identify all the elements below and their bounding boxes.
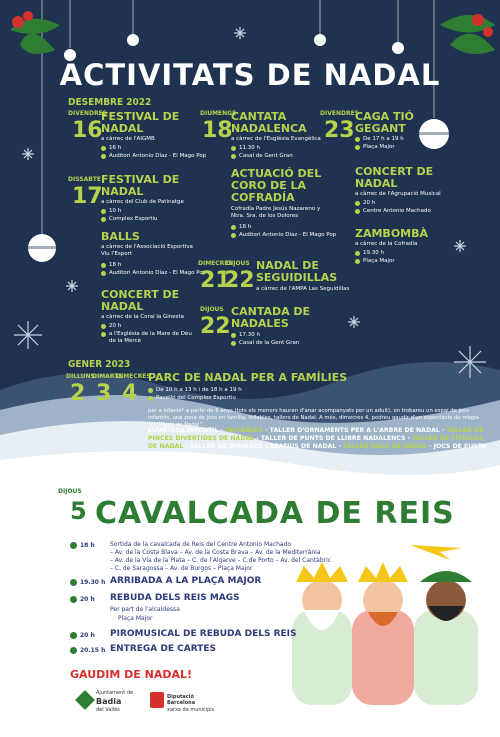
schedule-title: REBUDA DELS REIS MAGS	[110, 593, 240, 603]
event-time: 20 h	[355, 200, 375, 207]
activity-item: TALLER DE DIBUIXOS CREATIUS DE NADAL	[190, 443, 337, 450]
schedule-time: 20 h	[70, 596, 95, 603]
event-place: Auditori Antonio Díaz - El Mago Pop	[231, 232, 336, 239]
event-title: CONCERT DE NADAL	[355, 165, 434, 190]
schedule-time: 18 h	[70, 542, 95, 549]
logo-diputacio-name: Diputació Barcelona	[167, 694, 196, 706]
activity-item: TALLER DE TITELLES DE NADAL	[148, 435, 483, 450]
event-place: a l'Església de la Mare de Déu de la Mercè	[101, 331, 196, 345]
activity-item: TALLER DE PINCES DIVERTIDES DE NADAL	[148, 427, 484, 442]
event-organizer: a càrrec de l'Agrupació Musical	[355, 191, 441, 197]
event-place: Plaça Major	[355, 144, 395, 151]
event-organizer: a càrrec de l'AMPA Las Seguidillas	[256, 286, 350, 292]
day-number: 2	[70, 381, 86, 406]
event-title: NADAL DE SEGUIDILLAS	[256, 259, 338, 284]
event-organizer: a càrrec del Club de Patinatge	[101, 199, 184, 205]
day-number: 21	[200, 268, 231, 293]
day-number: 22	[224, 268, 255, 293]
event-title: FESTIVAL DE NADAL	[101, 173, 180, 198]
logo-badia-sub: del Vallès	[96, 707, 120, 713]
event-time: 17.30 h	[231, 332, 260, 339]
cavalcada-day-number: 5	[70, 497, 87, 525]
day-label: DISSABTE	[68, 176, 101, 183]
event-title: CAGA TIÓ GEGANT	[355, 110, 414, 135]
event-time: De 17 h a 19 h	[355, 136, 404, 143]
event-time: 10 h	[101, 208, 121, 215]
event-time: 18 h	[231, 224, 251, 231]
day-number: 18	[202, 118, 233, 143]
event-organizer: a càrrec de la Cofradía	[355, 241, 418, 247]
event-place: Pavelló del Complex Esportiu	[148, 395, 236, 402]
schedule-title: ARRIBADA A LA PLAÇA MAJOR	[110, 576, 262, 586]
cavalcada-day-label: DIJOUS	[58, 488, 82, 495]
park-description: per a infants* a partir de 6 anys (tots els menors hauran d'anar acompanyats per un adult), on trobareu un espai de jocs infantils, una zona de jocs en família, inflables, tallers de Nadal. A més, dimecres 4, podreu gaudir d'un espectacle de màgia "La Màgia de Nadal".	[148, 408, 479, 428]
event-organizer: a càrrec de l'AIGMB	[101, 136, 155, 142]
activity-item: INFLABLES	[225, 427, 263, 434]
event-title: CONCERT DE NADAL	[101, 288, 180, 313]
event-place: Casal de Gent Gran	[231, 153, 293, 160]
schedule-time: 20.15 h	[70, 647, 105, 654]
day-label: DIJOUS	[226, 260, 250, 267]
schedule-place: Plaça Major	[118, 615, 153, 622]
event-time: 11.30 h	[231, 145, 260, 152]
route-line: – Av. de la Vía de la Plata – C. de l'Algarve – C.de Porto – Av. del Cantàbric	[110, 557, 332, 564]
day-number: 3	[96, 381, 112, 406]
cavalcada-title: CAVALCADA DE REIS	[95, 496, 455, 531]
day-label: DIMARTS	[92, 373, 123, 380]
page-title: ACTIVITATS DE NADAL	[59, 58, 441, 92]
activity-item: TALLER D'ORNAMENTS PER A L'ARBRE DE NADAL	[269, 427, 440, 434]
activity-item: TALLER DOLÇ DE NADAL	[343, 443, 427, 450]
day-label: DIVENDRES	[68, 110, 107, 117]
schedule-time: 20 h	[70, 632, 95, 639]
event-title: PARC DE NADAL PER A FAMÍLIES	[148, 371, 348, 384]
event-place: Plaça Major	[355, 258, 395, 265]
event-organizer: a càrrec de la Coral la Ginesta	[101, 314, 185, 320]
event-time: 19.30 h	[355, 250, 384, 257]
activity-item: JOCS DE FUSTA	[433, 443, 487, 450]
event-organizer: Cofradía Padre Jesús Nazareno y Ntra. Sra. de los Dolores	[231, 206, 321, 219]
activity-item: I MOLT MÉS...	[152, 451, 200, 458]
schedule-sub: Per part de l'alcaldessa	[110, 606, 180, 613]
day-number: 4	[122, 381, 138, 406]
event-title: BALLS	[101, 230, 140, 243]
event-place: Auditori Antonio Díaz - El Mago Pop	[101, 153, 206, 160]
schedule-title: PIROMUSICAL DE REBUDA DELS REIS	[110, 629, 297, 639]
activity-item: LUDOTECA INFANTIL	[148, 427, 219, 434]
day-number: 16	[72, 118, 103, 143]
activity-item: TALLER DE PUNTS DE LLIBRE NADALENCS	[260, 435, 406, 442]
event-time: 20 h	[101, 323, 121, 330]
route-line: – C. de Saragossa – Av. de Burgos – Plaça Major	[110, 565, 253, 572]
event-title: FESTIVAL DE NADAL	[101, 110, 180, 135]
day-label: DILLUNS	[66, 373, 95, 380]
event-title: CANTATA NADALENCA	[231, 110, 307, 135]
day-number: 17	[72, 184, 103, 209]
event-title: CANTADA DE NADALES	[231, 305, 311, 330]
event-place: Auditori Antonio Díaz - El Mago Pop	[101, 270, 206, 277]
event-time: 18 h	[101, 262, 121, 269]
event-organizer: a càrrec de l'Associació Esportiva Viu l'Esport	[101, 244, 193, 257]
logo-badia-name: Badia	[96, 697, 122, 706]
event-title: ACTUACIÓ DEL CORO DE LA COFRADÍA	[231, 167, 322, 204]
event-time: 16 h	[101, 145, 121, 152]
event-place: Casal de la Gent Gran	[231, 340, 299, 347]
event-title: ZAMBOMBÀ	[355, 227, 429, 240]
event-organizer: a càrrec de l'Església Evangèlica	[231, 136, 321, 142]
day-label: DIJOUS	[200, 306, 224, 313]
day-label: DIMECRES	[116, 373, 151, 380]
day-label: DIVENDRES	[320, 110, 359, 117]
logo-diputacio-sub: xarxa de municipis	[167, 707, 215, 713]
route-line: – Av. de la Costa Blava – Av. de la Costa Brava – Av. de la Mediterrània	[110, 549, 321, 556]
schedule-time: 19.30 h	[70, 579, 105, 586]
event-place: Complex Esportiu	[101, 216, 158, 223]
day-label: DIMECRES	[198, 260, 233, 267]
day-number: 22	[200, 314, 231, 339]
closing-message: GAUDIM DE NADAL!	[70, 668, 192, 681]
section-december-label: DESEMBRE 2022	[68, 97, 152, 108]
event-place: Centre Antonio Machado	[355, 208, 431, 215]
schedule-title: ENTREGA DE CARTES	[110, 644, 217, 654]
event-time: De 10 h a 13 h i de 18 h a 19 h	[148, 387, 242, 394]
park-activities-list: LUDOTECA INFANTIL · INFLABLES · TALLER D'ORNAMENTS PER A L'ARBRE DE NADAL · TALLER DE PINCES DIVERTIDES DE NADAL · TALLER DE PUNTS DE LLIBRE NADALENCS · TALLER DE TITELLES DE NADAL · TALLER DE DIBUIXOS CREATIUS DE NADAL · TALLER DOLÇ DE NADAL · JOCS DE FUSTA · I MOLT MÉS...	[148, 427, 487, 458]
section-january-label: GENER 2023	[68, 359, 131, 370]
day-number: 23	[324, 118, 355, 143]
day-label: DIUMENGE	[200, 110, 237, 117]
schedule-text: Sortida de la cavalcada de Reis del Centre Antonio Machado	[110, 541, 292, 548]
logo-badia-small: Ajuntament de	[96, 690, 134, 696]
